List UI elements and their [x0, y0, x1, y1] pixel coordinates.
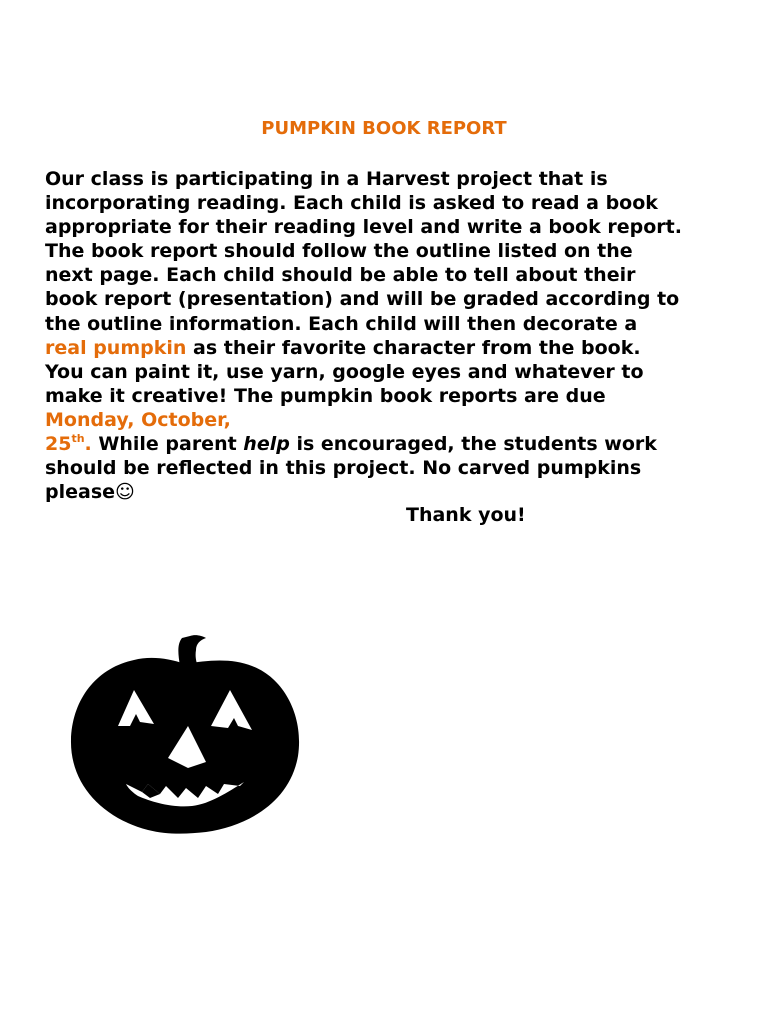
highlight-real-pumpkin: real pumpkin	[45, 336, 187, 359]
jack-o-lantern-icon	[68, 634, 302, 836]
text-line: should be reflected in this project. No carved pumpkins	[45, 457, 642, 480]
text-line: appropriate for their reading level and write a book report.	[45, 216, 682, 239]
text-line	[45, 336, 735, 360]
text-fragment: as their favorite character from the book.	[186, 336, 641, 359]
page-title: PUMPKIN BOOK REPORT	[261, 118, 507, 139]
body-paragraph	[45, 167, 735, 504]
text-line: the outline information. Each child will then decorate a	[45, 312, 638, 335]
text-line: make it creative! The pumpkin book reports are due	[45, 384, 606, 407]
closing-thank-you: Thank you!	[406, 504, 526, 526]
text-line: next page. Each child should be able to tell about their	[45, 264, 636, 287]
text-fragment: is encouraged, the students work	[289, 433, 657, 456]
due-day-number: 25	[45, 433, 72, 456]
due-day-period: .	[84, 433, 92, 456]
due-day-suffix: th	[71, 432, 85, 446]
emphasis-help: help	[243, 433, 290, 456]
text-line: The book report should follow the outline listed on the	[45, 240, 633, 263]
text-line: You can paint it, use yarn, google eyes and whatever to	[45, 360, 644, 383]
text-line: incorporating reading. Each child is asked to read a book	[45, 192, 658, 215]
text-line	[45, 432, 735, 456]
highlight-due-day	[45, 433, 92, 455]
highlight-due-date: Monday, October,	[45, 408, 231, 431]
text-fragment: While parent	[91, 433, 244, 456]
text-line: book report (presentation) and will be graded according to	[45, 288, 680, 311]
text-line: please☺	[45, 481, 135, 504]
text-line: Our class is participating in a Harvest project that is	[45, 168, 608, 190]
